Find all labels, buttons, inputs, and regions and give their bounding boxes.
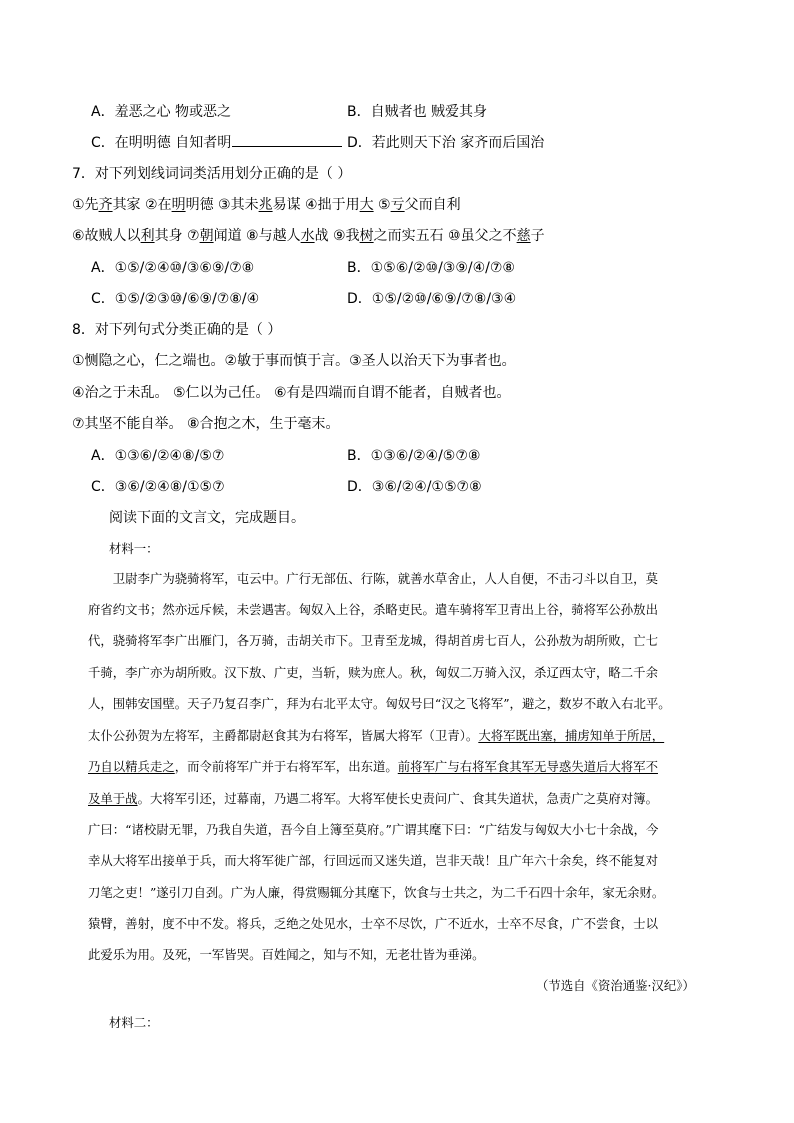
- q6-option-c: C．在明明德 自知者明: [91, 135, 232, 151]
- passage-line-13: 此爱乐为用。及死，一军皆哭。百姓闻之，知与不知，无老壮皆为垂涕。: [88, 947, 485, 962]
- reading-intro: 阅读下面的文言文，完成题目。: [109, 510, 305, 526]
- q8-items-line-3: ⑦其坚不能自举。 ⑧合抱之木，生于毫末。: [72, 416, 340, 432]
- material-one-label: 材料一：: [109, 541, 159, 556]
- passage-line-3: 代，骁骑将军李广出雁门，各万骑，击胡关市下。卫青至龙城，得胡首虏七百人，公孙敖为胡所败，亡七: [88, 633, 658, 648]
- q8-option-d: D．③⑥/②④/①⑤⑦⑧: [347, 479, 482, 495]
- passage-line-11: 刀笔之吏！”遂引刀自刭。广为人廉，得赏赐辄分其麾下，饮食与士共之，为二千石四十余年，家无余财。: [88, 885, 665, 900]
- passage-line-9: 广曰：“诸校尉无罪，乃我自失道，吾今自上簿至莫府。”广谓其麾下曰：“广结发与匈奴大小七十余战，今: [88, 822, 659, 837]
- q7-items-row-2: ⑥故贼人以利其身 ⑦朝闻道 ⑧与越人水战 ⑨我树之而实五石 ⑩虽父之不慈子: [72, 228, 545, 244]
- q8-items-line-1: ①恻隐之心，仁之端也。②敏于事而慎于言。③圣人以治天下为事者也。: [72, 353, 516, 369]
- q7-option-a: A．①⑤/②④⑩/③⑥⑨/⑦⑧: [91, 260, 255, 276]
- q7-option-c: C．①⑤/②③⑩/⑥⑨/⑦⑧/④: [91, 291, 260, 307]
- q8-option-a: A．①③⑥/②④⑧/⑤⑦: [91, 448, 225, 464]
- passage-line-7: 乃自以精兵走之，而令前将军广并于右将军军，出东道。前将军广与右将军食其军无导惑失道后大将军不: [88, 759, 658, 774]
- q6-option-b: B．自贼者也 贼爱其身: [347, 104, 488, 120]
- q8-option-b: B．①③⑥/②④/⑤⑦⑧: [347, 448, 481, 464]
- q8-stem: 8．对下列句式分类正确的是（ ）: [72, 322, 282, 338]
- passage-line-1: 卫尉李广为骁骑将军，屯云中。广行无部伍、行陈，就善水草舍止，人人自便，不击刁斗以自卫，莫: [88, 571, 658, 586]
- q7-option-b: B．①⑤⑥/②⑩/③⑨/④/⑦⑧: [347, 260, 515, 276]
- material-two-label: 材料二：: [109, 1015, 159, 1030]
- q7-option-d: D．①⑤/②⑩/⑥⑨/⑦⑧/③④: [347, 291, 517, 307]
- passage-line-5: 人，围韩安国壁。天子乃复召李广，拜为右北平太守。匈奴号曰“汉之飞将军”，避之，数岁不敢入右北平。: [88, 696, 671, 711]
- passage-line-8: 及单于战。大将军引还，过幕南，乃遇二将军。大将军使长史责问广、食其失道状，急责广之莫府对簿。: [88, 791, 658, 806]
- passage-line-6: 太仆公孙贺为左将军，主爵都尉赵食其为右将军，皆属大将军（卫青）。大将军既出塞，捕虏知单于所居，: [88, 728, 665, 743]
- q6-option-a: A．羞恶之心 物或恶之: [91, 104, 232, 120]
- passage-line-12: 猿臂，善射，度不中不发。将兵，乏绝之处见水，士卒不尽饮，广不近水，士卒不尽食，广不尝食，士以: [88, 916, 658, 931]
- q6-blank-line: [232, 134, 342, 152]
- passage-line-10: 幸从大将军出接单于兵，而大将军徙广部，行回远而又迷失道，岂非天哉！且广年六十余矣，终不能复对: [88, 853, 658, 868]
- passage-source: （节选自《资治通鉴·汉纪》）: [536, 978, 695, 993]
- q8-option-c: C．③⑥/②④⑧/①⑤⑦: [91, 479, 225, 495]
- passage-line-2: 府省约文书；然亦远斥候，未尝遇害。匈奴入上谷，杀略吏民。遣车骑将军卫青出上谷，骑将军公孙敖出: [88, 602, 658, 617]
- passage-line-4: 千骑，李广亦为胡所败。汉下敖、广吏，当斩，赎为庶人。秋，匈奴二万骑入汉，杀辽西太守，略二千余: [88, 665, 658, 680]
- q7-items-row-1: ①先齐其家 ②在明明德 ③其未兆易谋 ④拙于用大 ⑤亏父而自利: [72, 197, 461, 213]
- q6-option-d: D．若此则天下治 家齐而后国治: [347, 135, 545, 151]
- q8-items-line-2: ④治之于未乱。 ⑤仁以为己任。 ⑥有是四端而自谓不能者，自贼者也。: [72, 385, 511, 401]
- q7-stem: 7．对下列划线词词类活用划分正确的是（ ）: [72, 166, 352, 182]
